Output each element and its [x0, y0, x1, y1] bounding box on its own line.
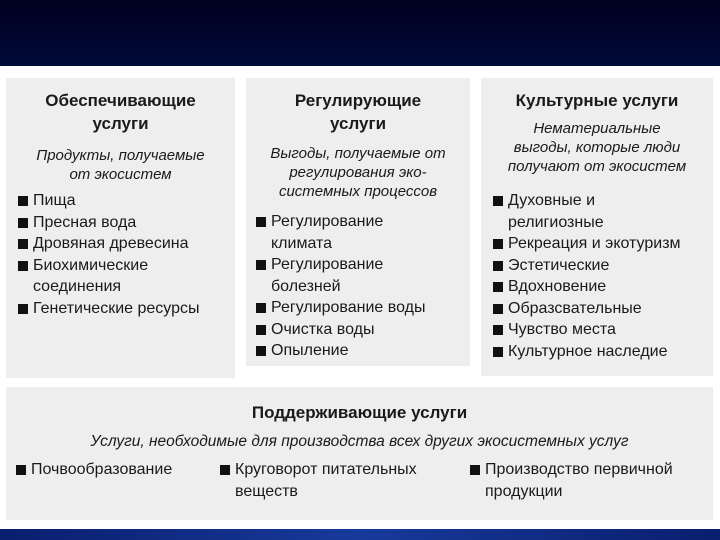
list-item: Опыление — [254, 340, 466, 362]
cultural-list — [491, 190, 711, 362]
list-item: Вдохновение — [491, 276, 711, 298]
provisioning-services-panel — [6, 78, 235, 378]
list-item: Пресная вода — [16, 212, 231, 234]
square-bullet-icon — [470, 465, 480, 475]
square-bullet-icon — [18, 304, 28, 314]
square-bullet-icon — [256, 217, 266, 227]
cultural-services-panel — [481, 78, 713, 376]
list-item: Рекреация и экотуризм — [491, 233, 711, 255]
supporting-subtitle: Услуги, необходимые для производства всех других экосистемных услуг — [90, 433, 629, 450]
supporting-list-1 — [14, 459, 214, 481]
square-bullet-icon — [18, 196, 28, 206]
list-item: Круговорот питательных веществ — [218, 459, 450, 503]
list-item: Производство первичной продукции — [468, 459, 710, 503]
list-item: Биохимические соединения — [16, 255, 183, 298]
square-bullet-icon — [18, 218, 28, 228]
cultural-title: Культурные услуги — [515, 91, 679, 110]
square-bullet-icon — [256, 346, 266, 356]
list-item: Регулирование болезней — [254, 254, 411, 297]
supporting-list-2 — [218, 459, 448, 503]
footer-bar — [0, 529, 720, 540]
regulating-services-panel — [246, 78, 470, 366]
list-item: Генетические ресурсы — [16, 298, 231, 320]
square-bullet-icon — [220, 465, 230, 475]
list-item: Образсвательные — [491, 298, 711, 320]
square-bullet-icon — [493, 325, 503, 335]
regulating-subtitle: Выгоды, получаемые от регулирования эко- системных процессов — [270, 145, 446, 200]
list-item: Регулирование воды — [254, 297, 466, 319]
square-bullet-icon — [493, 239, 503, 249]
square-bullet-icon — [18, 239, 28, 249]
square-bullet-icon — [256, 303, 266, 313]
header-bar — [0, 0, 720, 66]
regulating-list — [254, 211, 466, 362]
regulating-title: Регулирующие услуги — [294, 91, 422, 133]
provisioning-list — [16, 190, 231, 319]
square-bullet-icon — [18, 261, 28, 271]
provisioning-subtitle: Продукты, получаемые от экосистем — [36, 147, 205, 183]
list-item: Чувство места — [491, 319, 711, 341]
list-item: Пища — [16, 190, 231, 212]
square-bullet-icon — [256, 325, 266, 335]
list-item: Регулирование климата — [254, 211, 411, 254]
list-item: Духовные и религиозные — [491, 190, 648, 233]
list-item: Почвообразование — [14, 459, 214, 481]
square-bullet-icon — [493, 304, 503, 314]
square-bullet-icon — [493, 196, 503, 206]
cultural-subtitle: Нематериальные выгоды, которые люди получают от экосистем — [507, 120, 687, 175]
square-bullet-icon — [493, 282, 503, 292]
list-item: Эстетические — [491, 255, 711, 277]
provisioning-title: Обеспечивающие услуги — [45, 91, 196, 133]
square-bullet-icon — [493, 261, 503, 271]
list-item: Культурное наследие — [491, 341, 711, 363]
square-bullet-icon — [16, 465, 26, 475]
supporting-title: Поддерживающие услуги — [251, 403, 468, 422]
supporting-list-3 — [468, 459, 708, 503]
square-bullet-icon — [256, 260, 266, 270]
supporting-services-panel — [6, 387, 713, 520]
list-item: Очистка воды — [254, 319, 466, 341]
list-item: Дровяная древесина — [16, 233, 231, 255]
square-bullet-icon — [493, 347, 503, 357]
